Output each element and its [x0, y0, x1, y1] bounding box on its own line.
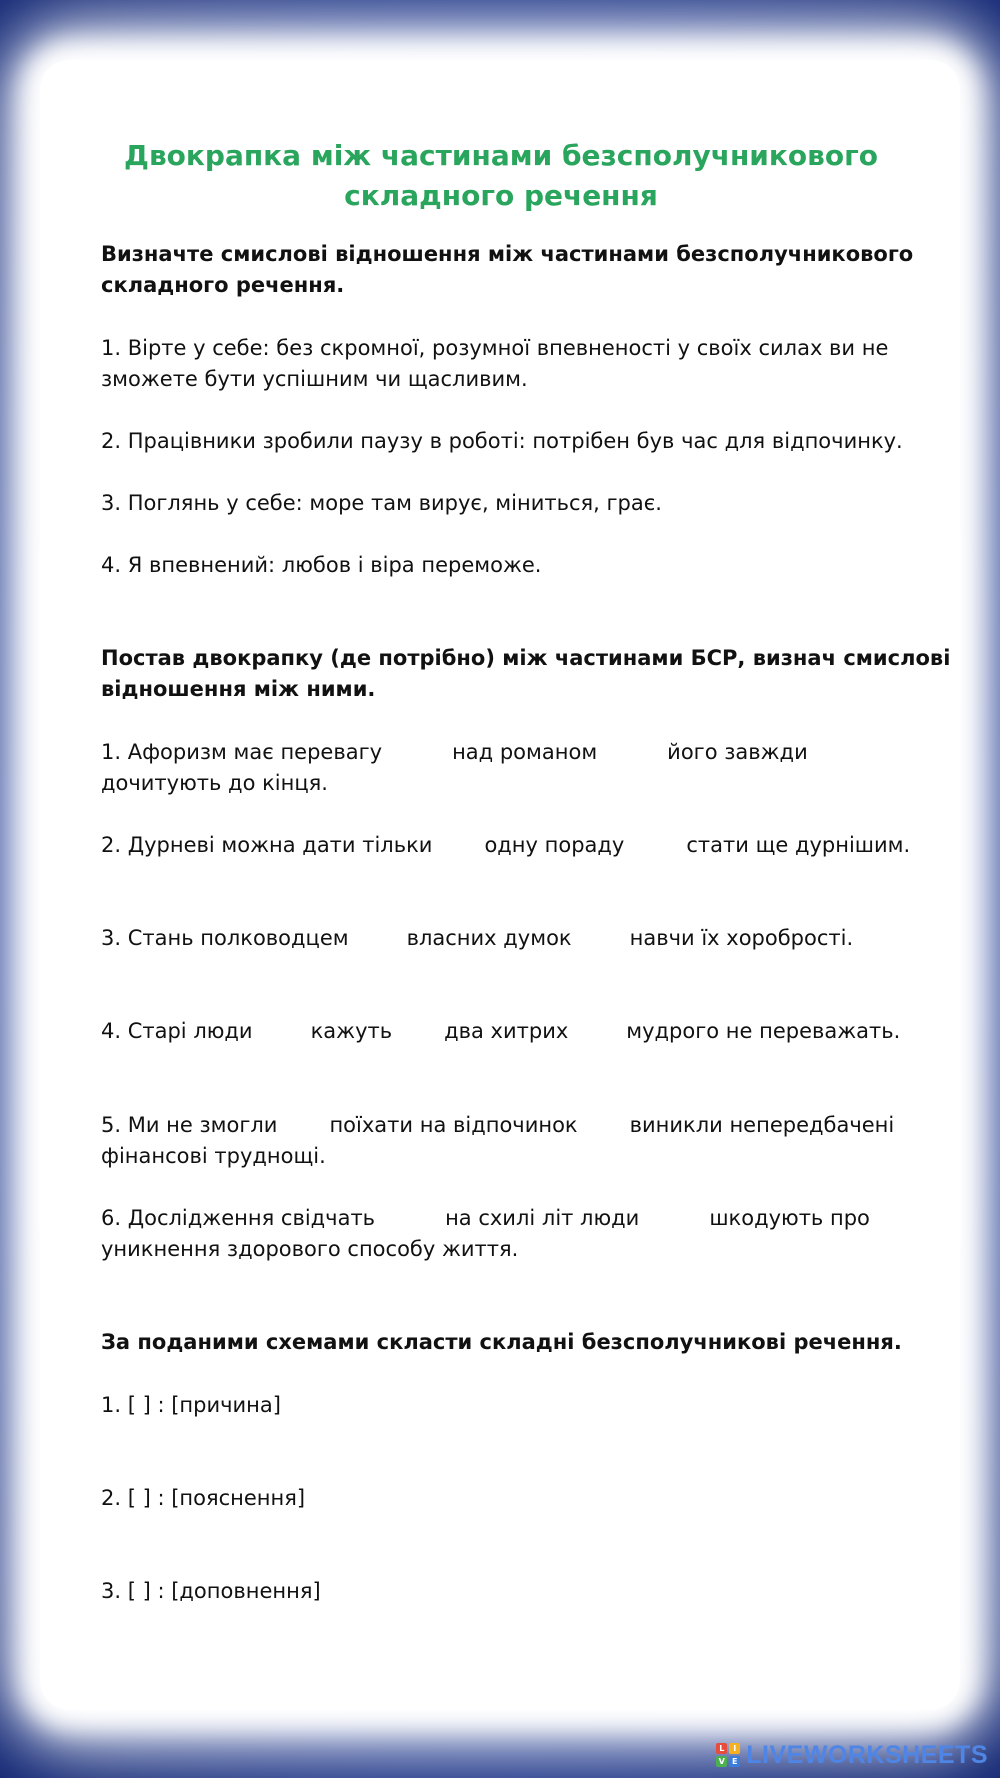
section2-item-4	[101, 1016, 900, 1047]
section2-item-3	[101, 923, 853, 954]
liveworksheets-logo	[716, 1738, 988, 1772]
item5-part3: виникли непередбачені	[629, 1113, 895, 1137]
item6-part3: шкодують про	[709, 1206, 870, 1230]
section1-item-4: 4. Я впевнений: любов і віра переможе.	[101, 553, 542, 577]
title-line-2: складного речення	[344, 179, 658, 212]
section2-instruction-line2: відношення між ними.	[101, 677, 376, 701]
section2-item-2	[101, 830, 910, 861]
item4-part1: 4. Старі люди	[101, 1019, 253, 1043]
item5-part2: поїхати на відпочинок	[329, 1113, 578, 1137]
frosted-white-frame	[40, 60, 960, 1710]
scheme-2: 2. [ ] : [пояснення]	[101, 1486, 306, 1510]
section1-item-1-line2: зможете бути успішним чи щасливим.	[101, 367, 528, 391]
section1-instruction-line2: складного речення.	[101, 273, 345, 297]
section2-item-5	[101, 1110, 894, 1141]
title-line-1: Двокрапка між частинами безсполучникового	[124, 139, 878, 172]
section1-instruction-line1: Визначте смислові відношення між частинами безсполучникового	[101, 242, 914, 266]
section1-item-1-line1: 1. Вірте у себе: без скромної, розумної впевненості у своїх силах ви не	[101, 336, 889, 360]
scheme-1: 1. [ ] : [причина]	[101, 1393, 281, 1417]
section2-item-6-line2: уникнення здорового способу життя.	[101, 1237, 519, 1261]
item6-part1: 6. Дослідження свідчать	[101, 1206, 376, 1230]
section2-item-1	[101, 737, 808, 768]
item3-part3: навчи їх хоробрості.	[629, 926, 854, 950]
section2-item-5-line2: фінансові труднощі.	[101, 1144, 326, 1168]
section3-instruction: За поданими схемами скласти складні безсполучникові речення.	[101, 1330, 902, 1354]
item4-part3: два хитрих	[444, 1019, 569, 1043]
section2-instruction-line1: Постав двокрапку (де потрібно) між частинами БСР, визнач смислові	[101, 646, 951, 670]
item2-part3: стати ще дурнішим.	[686, 833, 911, 857]
page-title	[101, 136, 901, 216]
item1-part3: його завжди	[667, 740, 808, 764]
section1-item-3: 3. Поглянь у себе: море там вирує, міниться, грає.	[101, 491, 662, 515]
item3-part1: 3. Стань полководцем	[101, 926, 349, 950]
section1-item-2: 2. Працівники зробили паузу в роботі: потрібен був час для відпочинку.	[101, 429, 903, 453]
item6-part2: на схилі літ люди	[445, 1206, 640, 1230]
item2-part2: одну пораду	[484, 833, 625, 857]
logo-text: LIVEWORKSHEETS	[746, 1740, 988, 1769]
item1-part1: 1. Афоризм має перевагу	[101, 740, 383, 764]
item4-part2: кажуть	[310, 1019, 393, 1043]
item1-part2: над романом	[452, 740, 598, 764]
item3-part2: власних думок	[406, 926, 572, 950]
item2-part1: 2. Дурневі можна дати тільки	[101, 833, 433, 857]
item4-part4: мудрого не переважать.	[626, 1019, 901, 1043]
scheme-3: 3. [ ] : [доповнення]	[101, 1579, 321, 1603]
section2-item-6	[101, 1203, 870, 1234]
item5-part1: 5. Ми не змогли	[101, 1113, 278, 1137]
logo-squares-icon: L I V E	[716, 1743, 740, 1767]
section2-item-1-line2: дочитують до кінця.	[101, 771, 328, 795]
